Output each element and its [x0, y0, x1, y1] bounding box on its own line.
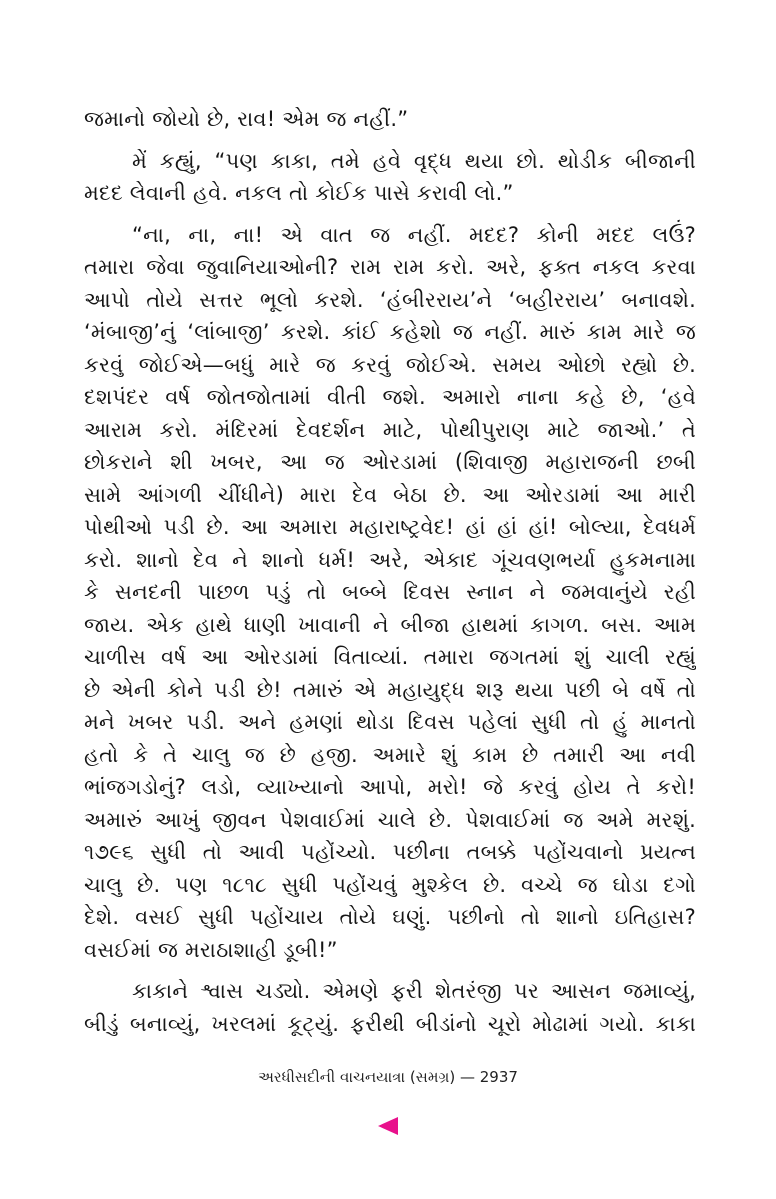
text-line: જાય. એક હાથે ધાણી ખાવાની ને બીજા હાથમાં કાગળ. બસ. આમ — [84, 612, 696, 637]
text-line: ૧૭૯૬ સુધી તો આવી પહોંચ્યો. પછીના તબક્કે પહોંચવાનો પ્રયત્ન — [84, 840, 696, 864]
text-line: છોકરાને શી ખબર, આ જ ઓરડામાં (શિવાજી મહારાજની છબી — [84, 450, 696, 474]
text-line: અમારું આખું જીવન પેશવાઈમાં ચાલે છે. પેશવાઈમાં જ અમે મરશું. — [84, 807, 696, 832]
text-block — [84, 103, 696, 1040]
text-line: કરવું જોઈએ—બધું મારે જ કરવું જોઈએ. સમય ઓછો રહ્યો છે. — [84, 352, 696, 377]
text-line: કાકાને શ્વાસ ચડ્યો. એમણે ફરી શેતરંજી પર આસન જમાવ્યું, — [132, 979, 696, 1003]
paragraph — [84, 975, 696, 1040]
text-line: જમાનો જોયો છે, રાવ! એમ જ નહીં.” — [84, 107, 409, 131]
text-line: દેશે. વસઈ સુધી પહોંચાય તોયે ઘણું. પછીનો તો શાનો ઇતિહાસ? — [84, 905, 696, 929]
text-line: મને ખબર પડી. અને હમણાં થોડા દિવસ પહેલાં સુધી તો હું માનતો — [84, 710, 696, 734]
text-line: છે એની કોને પડી છે! તમારું એ મહાયુદ્ધ શરૂ થયા પછી બે વર્ષે તો — [84, 677, 696, 702]
text-line: પોથીઓ પડી છે. આ અમારા મહારાષ્ટ્રવેદ! હાં હાં હાં! બોલ્યા, દેવધર્મ — [84, 515, 696, 539]
text-line: મદદ લેવાની હવે. નકલ તો કોઈક પાસે કરાવી લો.” — [84, 181, 514, 205]
paragraph — [84, 103, 696, 136]
paragraph — [84, 145, 696, 210]
text-line: વસઈમાં જ મરાઠાશાહી ડૂબી!” — [84, 937, 338, 962]
text-line: બીડું બનાવ્યું, ખરલમાં કૂટ્યું. ફરીથી બીડાંનો ચૂરો મોઢામાં ગયો. કાકા — [84, 1011, 696, 1036]
text-line: કરો. શાનો દેવ ને શાનો ધર્મ! અરે, એકાદ ગૂંચવણભર્યા હુકમનામા — [84, 547, 696, 572]
text-line: ચાલુ છે. પણ ૧૮૧૮ સુધી પહોંચવું મુશ્કેલ છે. વચ્ચે જ ઘોડા દગો — [84, 872, 696, 897]
text-line: કે સનદની પાછળ પડું તો બબ્બે દિવસ સ્નાન ને જમવાનુંયે રહી — [84, 580, 696, 604]
footer-title: અરધીસદીની વાચનયાત્રા (સમગ્ર) — 2937 — [258, 1068, 518, 1086]
text-line: “ના, ના, ના! એ વાત જ નહીં. મદદ? કોની મદદ લઉં? — [132, 222, 696, 247]
text-line: હતો કે તે ચાલુ જ છે હજી. અમારે શું કામ છે તમારી આ નવી — [84, 742, 696, 767]
text-line: આરામ કરો. મંદિરમાં દેવદર્શન માટે, પોથીપુરાણ માટે જાઓ.’ તે — [84, 417, 696, 442]
text-line: ‘મંબાજી’નું ‘લાંબાજી’ કરશે. કાંઈ કહેશો જ નહીં. મારું કામ મારે જ — [84, 320, 696, 344]
text-line: આપો તોયે સત્તર ભૂલો કરશે. ‘હંબીરરાય’ને ‘બહીરરાય’ બનાવશે. — [84, 287, 696, 312]
text-line: સામે આંગળી ચીંધીને) મારા દેવ બેઠા છે. આ ઓરડામાં આ મારી — [84, 482, 696, 507]
text-line: તમારા જેવા જુવાનિયાઓની? રામ રામ કરો. અરે, ફક્ત નકલ કરવા — [84, 255, 696, 279]
paragraph — [84, 219, 696, 967]
text-line: ચાળીસ વર્ષ આ ઓરડામાં વિતાવ્યાં. તમારા જગતમાં શું ચાલી રહ્યું — [84, 645, 696, 669]
text-line: દશપંદર વર્ષ જોતજોતામાં વીતી જશે. અમારો નાના કહે છે, ‘હવે — [84, 385, 696, 409]
text-line: ભાંજગડોનું? લડો, વ્યાખ્યાનો આપો, મરો! જે કરવું હોય તે કરો! — [84, 775, 696, 799]
text-line: મેં કહ્યું, “પણ કાકા, તમે હવે વૃદ્ધ થયા છો. થોડીક બીજાની — [132, 148, 696, 173]
previous-page-arrow-icon[interactable] — [378, 1117, 398, 1135]
page-footer — [0, 1068, 776, 1086]
